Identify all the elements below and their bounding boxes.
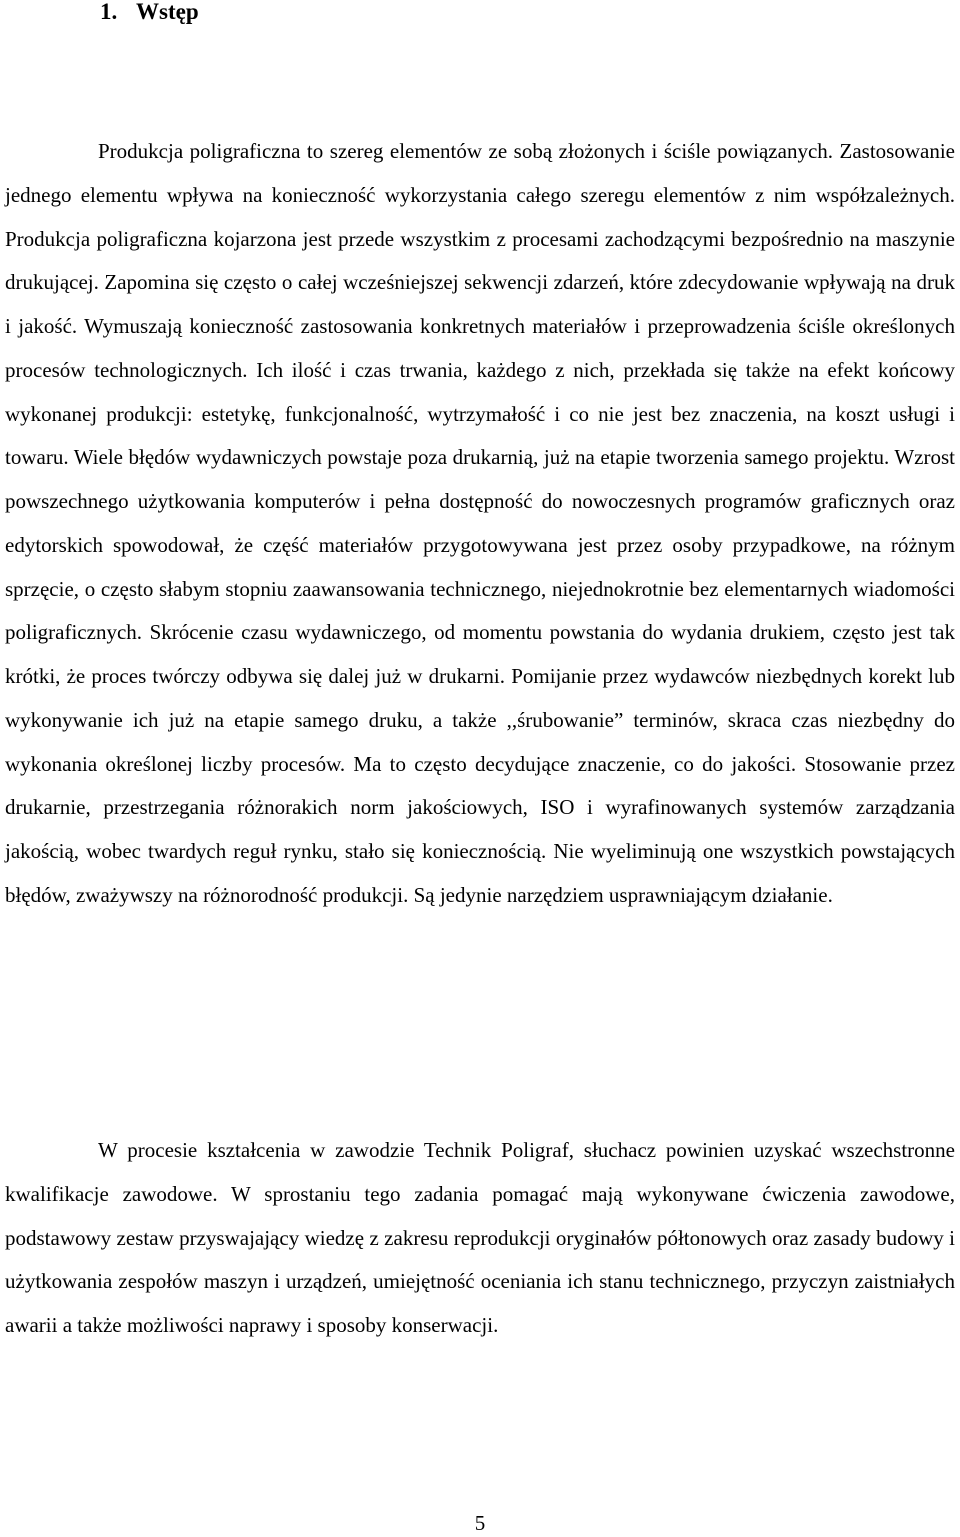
section-title: Wstęp	[136, 0, 199, 24]
paragraph-1: Produkcja poligraficzna to szereg elementów ze sobą złożonych i ściśle powiązanych. Zastosowanie jednego elementu wpływa na konieczność wykorzystania całego szeregu elementów z nim współzależnych. Produkcja poligraficzna kojarzona jest przede wszystkim z procesami zachodzącymi bezpośrednio na maszynie drukującej. Zapomina się często o całej wcześniejszej sekwencji zdarzeń, które zdecydowanie wpływają na druk i jakość. Wymuszają konieczność zastosowania konkretnych materiałów i przeprowadzenia ściśle określonych procesów technologicznych. Ich ilość i czas trwania, każdego z nich, przekłada się także na efekt końcowy wykonanej produkcji: estetykę, funkcjonalność, wytrzymałość i co nie jest bez znaczenia, na koszt usługi i towaru. Wiele błędów wydawniczych powstaje poza drukarnią, już na etapie tworzenia samego projektu. Wzrost powszechnego użytkowania komputerów i pełna dostępność do nowoczesnych programów graficznych oraz edytorskich spowodował, że część materiałów przygotowywana jest przez osoby przypadkowe, na różnym sprzęcie, o często słabym stopniu zaawansowania technicznego, niejednokrotnie bez elementarnych wiadomości poligraficznych. Skrócenie czasu wydawniczego, od momentu powstania do wydania drukiem, często jest tak krótki, że proces twórczy odbywa się dalej już w drukarni. Pomijanie przez wydawców niezbędnych korekt lub wykonywanie ich już na etapie samego druku, a także ,,śrubowanie” terminów, skraca czas niezbędny do wykonania określonej liczby procesów. Ma to często decydujące znaczenie, co do jakości. Stosowanie przez drukarnie, przestrzegania różnorakich norm jakościowych, ISO i wyrafinowanych systemów zarządzania jakością, wobec twardych reguł rynku, stało się koniecznością. Nie wyeliminują one wszystkich powstających błędów, zważywszy na różnorodność produkcji. Są jedynie narzędziem usprawniającym działanie.	[5, 139, 955, 907]
page-number: 5	[474, 1511, 486, 1535]
paragraph-2: W procesie kształcenia w zawodzie Technik Poligraf, słuchacz powinien uzyskać wszechstronne kwalifikacje zawodowe. W sprostaniu tego zadania pomagać mają wykonywane ćwiczenia zawodowe, podstawowy zestaw przyswajający wiedzę z zakresu reprodukcji oryginałów półtonowych oraz zasady budowy i użytkowania zespołów maszyn i urządzeń, umiejętność oceniania ich stanu technicznego, przyczyn zaistniałych awarii a także możliwości naprawy i sposoby konserwacji.	[5, 1138, 955, 1337]
section-number: 1.	[100, 0, 118, 24]
section-heading	[100, 0, 199, 30]
